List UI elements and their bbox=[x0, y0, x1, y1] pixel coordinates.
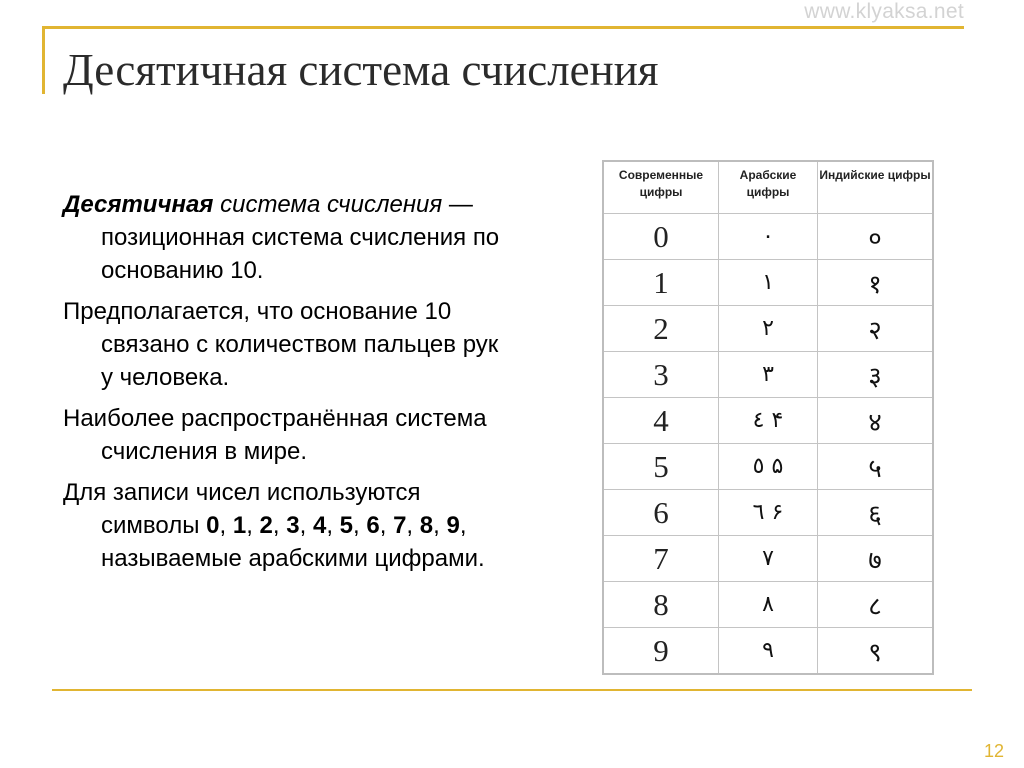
symbol-separator: , bbox=[246, 512, 260, 539]
body-text bbox=[63, 188, 503, 583]
symbol-digit: 4 bbox=[312, 512, 327, 539]
paragraph-definition bbox=[63, 188, 503, 287]
cell-arabic: ٠ bbox=[719, 214, 818, 260]
symbol-separator: , bbox=[353, 512, 367, 539]
cell-modern: 5 bbox=[603, 444, 719, 490]
cell-indian: ६ bbox=[818, 490, 934, 536]
table-row bbox=[603, 398, 933, 444]
cell-indian: ९ bbox=[818, 628, 934, 675]
symbol-digit: 6 bbox=[366, 512, 380, 539]
cell-arabic: ٢ bbox=[719, 306, 818, 352]
cell-arabic: ٧ bbox=[719, 536, 818, 582]
cell-indian: ५ bbox=[818, 444, 934, 490]
top-divider bbox=[42, 26, 964, 29]
cell-arabic: ٩ bbox=[719, 628, 818, 675]
cell-modern: 4 bbox=[603, 398, 719, 444]
symbol-separator: , bbox=[433, 512, 447, 539]
table-row bbox=[603, 260, 933, 306]
watermark: www.klyaksa.net bbox=[804, 0, 964, 23]
paragraph-origin: Предполагается, что основание 10 связано с количеством пальцев рук у человека. bbox=[63, 298, 499, 391]
cell-indian: ३ bbox=[818, 352, 934, 398]
table-row bbox=[603, 444, 933, 490]
left-accent-bar bbox=[42, 26, 45, 94]
symbol-digit: 5 bbox=[339, 512, 354, 539]
cell-arabic: ٦ ۶ bbox=[719, 490, 818, 536]
symbol-separator: , bbox=[406, 512, 420, 539]
cell-modern: 7 bbox=[603, 536, 719, 582]
header-modern: Современные цифры bbox=[603, 161, 719, 214]
cell-modern: 6 bbox=[603, 490, 719, 536]
cell-arabic: ١ bbox=[719, 260, 818, 306]
table-row bbox=[603, 582, 933, 628]
symbol-digit: 1 bbox=[232, 512, 247, 539]
cell-modern: 3 bbox=[603, 352, 719, 398]
cell-modern: 0 bbox=[603, 214, 719, 260]
symbols-outro: , называемые арабскими цифрами. bbox=[101, 512, 485, 572]
paragraph-symbols bbox=[63, 476, 503, 575]
cell-modern: 1 bbox=[603, 260, 719, 306]
symbol-separator: , bbox=[272, 512, 287, 539]
table-row bbox=[603, 214, 933, 260]
cell-modern: 2 bbox=[603, 306, 719, 352]
symbol-separator: , bbox=[326, 512, 340, 539]
cell-indian: ४ bbox=[818, 398, 934, 444]
cell-indian: ० bbox=[818, 214, 934, 260]
table-header-row bbox=[603, 161, 933, 214]
symbol-digit: 0 bbox=[206, 512, 220, 539]
symbol-digit: 8 bbox=[419, 512, 434, 539]
slide-title: Десятичная система счисления bbox=[63, 45, 659, 95]
table-row bbox=[603, 490, 933, 536]
bottom-divider bbox=[52, 689, 972, 691]
header-arabic: Арабские цифры bbox=[719, 161, 818, 214]
cell-indian: ७ bbox=[818, 536, 934, 582]
symbols-intro: Для записи чисел используются символы bbox=[63, 479, 421, 539]
cell-arabic: ٥ ۵ bbox=[719, 444, 818, 490]
table-row bbox=[603, 628, 933, 675]
definition-text: — позиционная система счисления по основанию 10. bbox=[101, 191, 500, 284]
cell-modern: 9 bbox=[603, 628, 719, 675]
term-bold: Десятичная bbox=[63, 191, 214, 218]
table-row bbox=[603, 306, 933, 352]
digits-table bbox=[602, 160, 934, 675]
cell-arabic: ٤ ۴ bbox=[719, 398, 818, 444]
cell-indian: ८ bbox=[818, 582, 934, 628]
cell-arabic: ٨ bbox=[719, 582, 818, 628]
symbol-separator: , bbox=[219, 512, 233, 539]
page-number: 12 bbox=[983, 741, 1004, 761]
symbol-separator: , bbox=[299, 512, 313, 539]
paragraph-popularity: Наиболее распространённая система счисления в мире. bbox=[63, 405, 487, 465]
cell-indian: २ bbox=[818, 306, 934, 352]
cell-indian: १ bbox=[818, 260, 934, 306]
table-row bbox=[603, 536, 933, 582]
symbol-digit: 9 bbox=[446, 512, 460, 539]
symbol-digit: 3 bbox=[286, 512, 300, 539]
symbols-list bbox=[206, 512, 460, 539]
term-rest: система счисления bbox=[213, 191, 443, 218]
cell-modern: 8 bbox=[603, 582, 719, 628]
header-indian: Индийские цифры bbox=[818, 161, 934, 214]
cell-arabic: ٣ bbox=[719, 352, 818, 398]
table-row bbox=[603, 352, 933, 398]
symbol-digit: 7 bbox=[393, 512, 407, 539]
symbol-separator: , bbox=[379, 512, 394, 539]
symbol-digit: 2 bbox=[259, 512, 273, 539]
